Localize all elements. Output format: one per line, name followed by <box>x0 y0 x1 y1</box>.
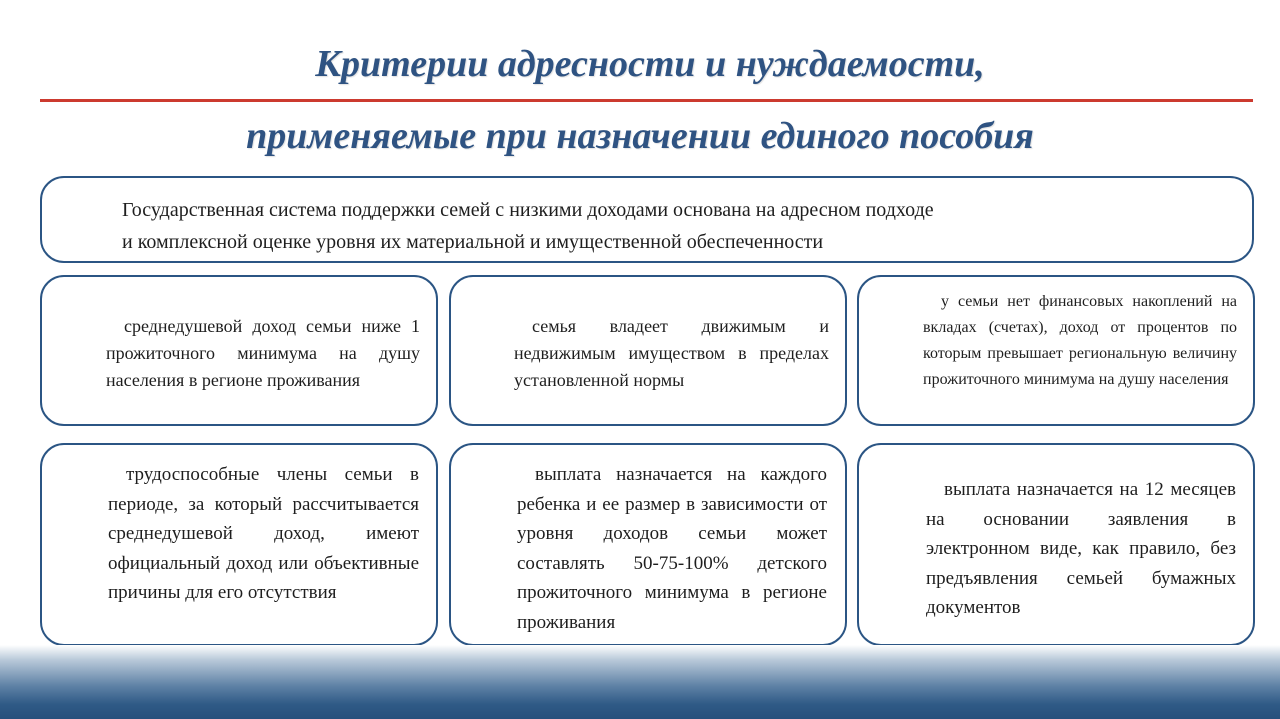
bottom-decorative-band <box>0 645 1280 719</box>
criterion-text-6: выплата назначается на 12 месяцев на основании заявления в электронном виде, как правило, без предъявления семьей бумажных документов <box>926 479 1236 618</box>
intro-text <box>122 194 1172 258</box>
criterion-card-3 <box>857 275 1255 426</box>
criterion-text-4: трудоспособные члены семьи в периоде, за который рассчитывается среднедушевой доход, имеют официальный доход или объективные причины для его отсутствия <box>108 464 419 603</box>
criterion-card-2 <box>449 275 847 426</box>
criterion-card-6 <box>857 443 1255 646</box>
title-divider <box>40 99 1253 102</box>
slide-title-line-2: применяемые при назначении единого пособия <box>246 115 1034 157</box>
criterion-text-3: у семьи нет финансовых накоплений на вкладах (счетах), доход от процентов по которым превышает региональную величину прожиточного минимума на душу населения <box>923 293 1237 388</box>
intro-line-2: и комплексной оценке уровня их материальной и имущественной обеспеченности <box>122 231 824 253</box>
criterion-text-5: выплата назначается на каждого ребенка и ее размер в зависимости от уровня доходов семьи может составлять 50-75-100% детского прожиточного минимума в регионе проживания <box>517 464 827 633</box>
criterion-card-5 <box>449 443 847 646</box>
criterion-text-1: среднедушевой доход семьи ниже 1 прожиточного минимума на душу населения в регионе проживания <box>106 316 420 390</box>
intro-line-1: Государственная система поддержки семей с низкими доходами основана на адресном подходе <box>122 199 934 221</box>
criterion-card-4 <box>40 443 438 646</box>
intro-box <box>40 176 1254 263</box>
criterion-text-2: семья владеет движимым и недвижимым имуществом в пределах установленной нормы <box>514 316 829 390</box>
criterion-card-1 <box>40 275 438 426</box>
slide-title-line-1: Критерии адресности и нуждаемости, <box>315 43 985 85</box>
